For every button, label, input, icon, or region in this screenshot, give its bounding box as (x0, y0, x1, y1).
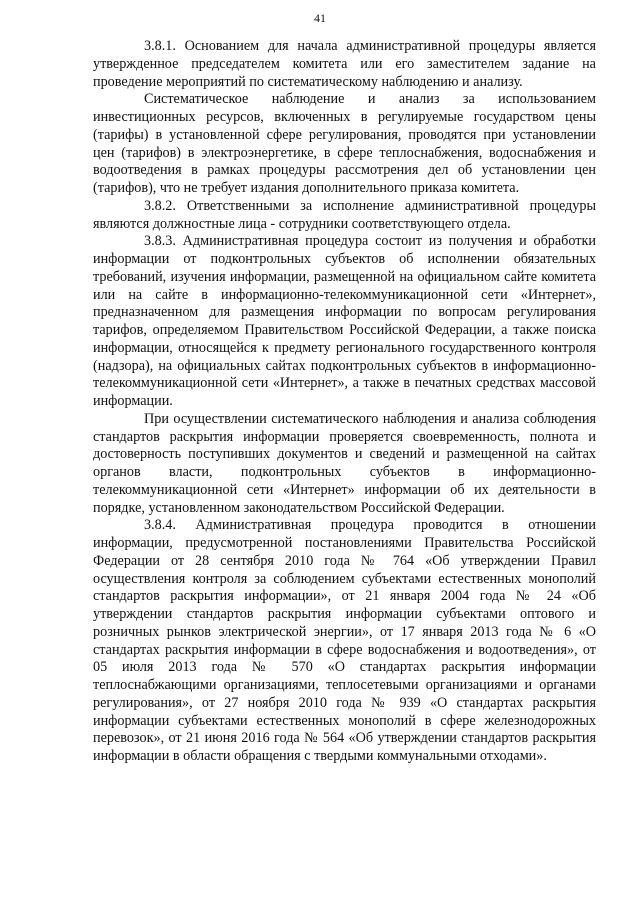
paragraph-3-8-1: 3.8.1. Основанием для начала административной процедуры является утвержденное председателем комитета или его заместителем задание на проведение мероприятий по систематическому наблюдению и анализу. (93, 38, 596, 90)
paragraph-systematic-observation: Систематическое наблюдение и анализ за использованием инвестиционных ресурсов, включенных в регулируемые государством цены (тарифы) в установленной сфере регулирования, проводятся при установлении цен (тарифов) в электроэнергетике, в сфере теплоснабжения, водоснабжения и водоотведения в рамках процедуры рассмотрения дел об установлении цен (тарифов), что не требует издания дополнительного приказа комитета. (93, 91, 596, 196)
page-number: 41 (314, 11, 326, 25)
paragraph-3-8-4: 3.8.4. Административная процедура проводится в отношении информации, предусмотренной постановлениями Правительства Российской Федерации от 28 сентября 2010 года № 764 «Об утверждении Правил осуществления контроля за соблюдением субъектами естественных монополий стандартов раскрытия информации», от 21 января 2004 года № 24 «Об утверждении стандартов раскрытия информации субъектами оптового и розничных рынков электрической энергии», от 17 января 2013 года № 6 «О стандартах раскрытия информации в сфере водоснабжения и водоотведения», от 05 июля 2013 года № 570 «О стандартах раскрытия информации теплоснабжающими организациями, теплосетевыми организациями и органами регулирования», от 27 ноября 2010 года № 939 «О стандартах раскрытия информации субъектами естественных монополий в сфере железнодорожных перевозок», от 21 июня 2016 года № 564 «Об утверждении стандартов раскрытия информации в области обращения с твердыми коммунальными отходами». (93, 517, 596, 764)
paragraph-3-8-2: 3.8.2. Ответственными за исполнение административной процедуры являются должностные лица - сотрудники соответствующего отдела. (93, 197, 596, 232)
paragraph-standards-compliance: При осуществлении систематического наблюдения и анализа соблюдения стандартов раскрытия информации проверяется своевременность, полнота и достоверность поступивших документов и сведений и размещенной на сайтах органов власти, подконтрольных субъектов в информационно-телекоммуникационной сети «Интернет» информации об их деятельности в порядке, установленном законодательством Российской Федерации. (93, 410, 596, 516)
document-body (93, 38, 596, 766)
paragraph-3-8-3: 3.8.3. Административная процедура состоит из получения и обработки информации от подконтрольных субъектов об исполнении обязательных требований, изучения информации, размещенной на официальном сайте комитета или на сайте в информационно-телекоммуникационной сети «Интернет», предназначенном для размещения информации по вопросам регулирования тарифов, определяемом Правительством Российской Федерации, а также поиска информации, относящейся к предмету регионального государственного контроля (надзора), на официальных сайтах подконтрольных субъектов в информационно-телекоммуникационной сети «Интернет», а также в печатных средствах массовой информации. (93, 233, 596, 409)
